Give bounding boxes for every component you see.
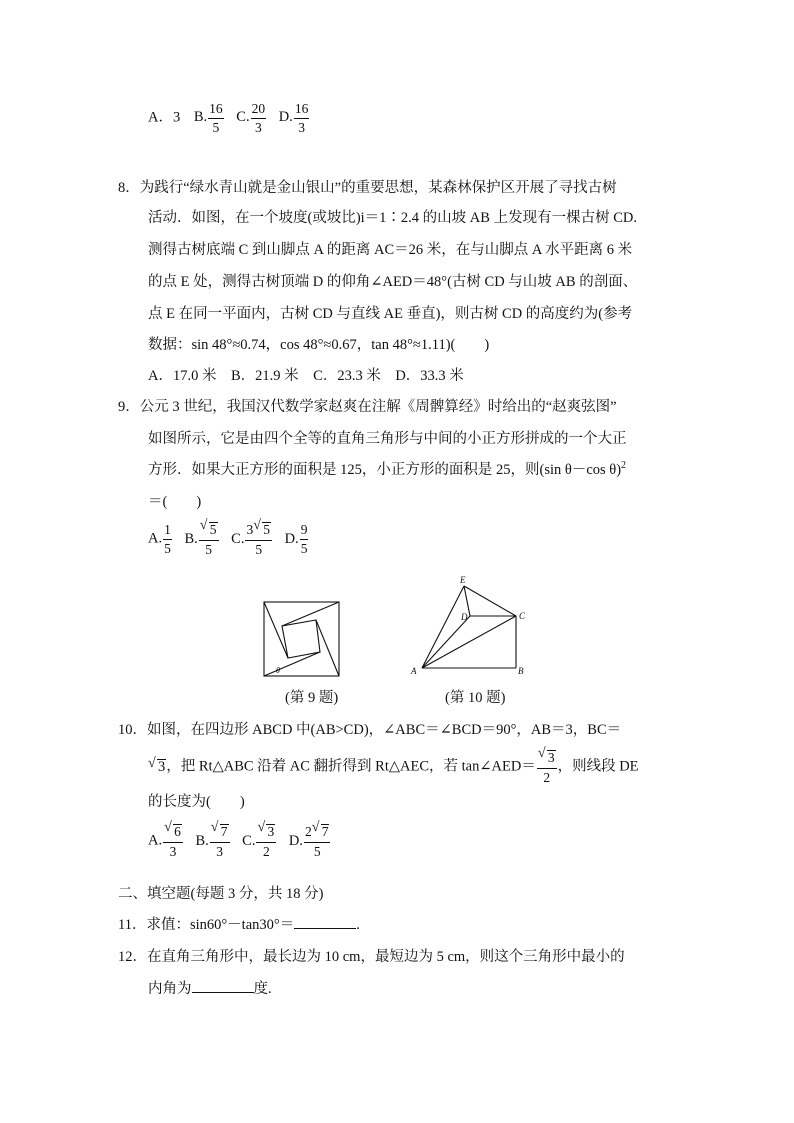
q10-option-d-fraction: 2 √ 7 5 [304,820,329,859]
q9-option-c-fraction: 3 √ 5 5 [246,518,270,557]
fig9-outer-square [264,602,339,676]
q9-line-2: 如图所示，它是由四个全等的直角三角形与中间的小正方形拼成的一个大正 [148,431,627,447]
q8-line-6: 数据：sin 48°≈0.74，cos 48°≈0.67，tan 48°≈1.11)( ) [148,337,490,353]
q8-options: A．17.0 米 B．21.9 米 C．23.3 米 D．33.3 米 [148,368,464,384]
q10-option-b-fraction: √ 7 3 [210,820,228,859]
q10-option-a-prefix: A. [148,832,163,849]
q10-options [148,820,331,859]
fig10-label-e: E [460,575,466,585]
fig9-inner-square [282,620,320,658]
q10-line-2: √ 3，把 Rt△ABC 沿着 AC 翻折得到 Rt△AEC，若 tan∠AED＝ √ 3 2 ，则线段 DE [148,746,639,785]
q10-option-d-prefix: D. [288,832,303,849]
q7-option-d-fraction: $\frac{16}{3}$ [294,101,309,135]
q8-line-2: 活动．如图，在一个坡度(或坡比)i＝1∶2.4 的山坡 AB 上发现有一棵古树 CD. [148,210,637,226]
q9-options [148,518,309,557]
fig9-line [264,652,320,676]
fig10-label-d: D [461,612,468,622]
q9-option-d-fraction: $\frac{9}{5}$ [300,522,308,556]
fig10-label-b: B [518,666,524,676]
fig9-line [264,602,288,658]
fig9-theta-label: θ [276,666,280,675]
q10-tan-fraction: √ 3 2 [537,746,555,785]
q8-line-1: 8．为践行“绿水青山就是金山银山”的重要思想，某森林保护区开展了寻找古树 [118,180,617,196]
q7-option-a: A．3 [148,109,181,126]
q9-line-4: ＝( ) [148,494,202,510]
q9-option-b-prefix: B. [184,530,198,547]
q7-options [148,102,310,134]
q8-line-5: 点 E 在同一平面内，古树 CD 与直线 AE 垂直)，则古树 CD 的高度约为(参考 [148,306,633,322]
q7-option-b-prefix: B. [193,109,208,126]
q11-line: 11．求值：sin60°－tan30°＝ . [118,913,360,934]
q10-option-b-prefix: B. [195,832,209,849]
q9-option-a-fraction: $\frac{1}{5}$ [164,522,171,556]
q10-line-3: 的长度为( ) [148,794,245,810]
fig10-segment-ec [464,586,516,616]
q8-line-4: 的点 E 处，测得古树顶端 D 的仰角∠AED＝48°(古树 CD 与山坡 AB 的剖面、 [148,274,638,290]
fig10-caption: (第 10 题) [445,690,506,706]
q10-line-1: 10．如图，在四边形 ABCD 中(AB>CD)，∠ABC＝∠BCD＝90°，AB＝3，BC＝ [118,722,622,738]
q12-line-2: 内角为 度. [148,977,272,998]
fig9-caption: (第 9 题) [285,690,339,706]
q10-option-c-fraction: √ 3 2 [257,820,275,859]
q8-line-3: 测得古树底端 C 到山脚点 A 的距离 AC＝26 米，在与山脚点 A 水平距离 6 米 [148,242,633,258]
q11-answer-blank[interactable] [294,914,356,929]
fig10-segment-da [422,616,470,668]
fig9-zhao-shuang-diagram [262,600,342,678]
q7-option-d-prefix: D. [278,109,293,126]
q10-option-a-fraction: √ 6 3 [164,820,181,859]
q9-line-3: 方形．如果大正方形的面积是 125，小正方形的面积是 25，则(sin θ－cos θ)$^2$ [148,460,627,478]
q10-option-c-prefix: C. [242,832,256,849]
section-2-title: 二、填空题(每题 3 分，共 18 分) [118,886,324,902]
fig10-label-a: A [411,666,417,676]
q9-option-a-prefix: A. [148,530,163,547]
q7-option-c-prefix: C. [236,109,250,126]
q12-line-1: 12．在直角三角形中，最长边为 10 cm，最短边为 5 cm，则这个三角形中最小的 [118,949,625,965]
q7-option-c-fraction: $\frac{20}{3}$ [251,101,266,135]
q10-sqrt3: √ 3 [148,755,166,775]
q9-option-c-prefix: C. [231,530,245,547]
fig10-quadrilateral-diagram [408,574,532,680]
q9-line-1: 9．公元 3 世纪，我国汉代数学家赵爽在注解《周髀算经》时给出的“赵爽弦图” [118,399,617,415]
q9-option-d-prefix: D. [284,530,299,547]
q7-option-b-fraction: $\frac{16}{5}$ [209,101,223,135]
q12-answer-blank[interactable] [192,978,254,993]
q9-option-b-fraction: √ 5 5 [199,518,217,557]
fig10-label-c: C [519,611,526,621]
fig10-segment-ac [422,616,516,668]
fig10-segment-ae [422,586,464,668]
fig9-line [282,602,339,626]
